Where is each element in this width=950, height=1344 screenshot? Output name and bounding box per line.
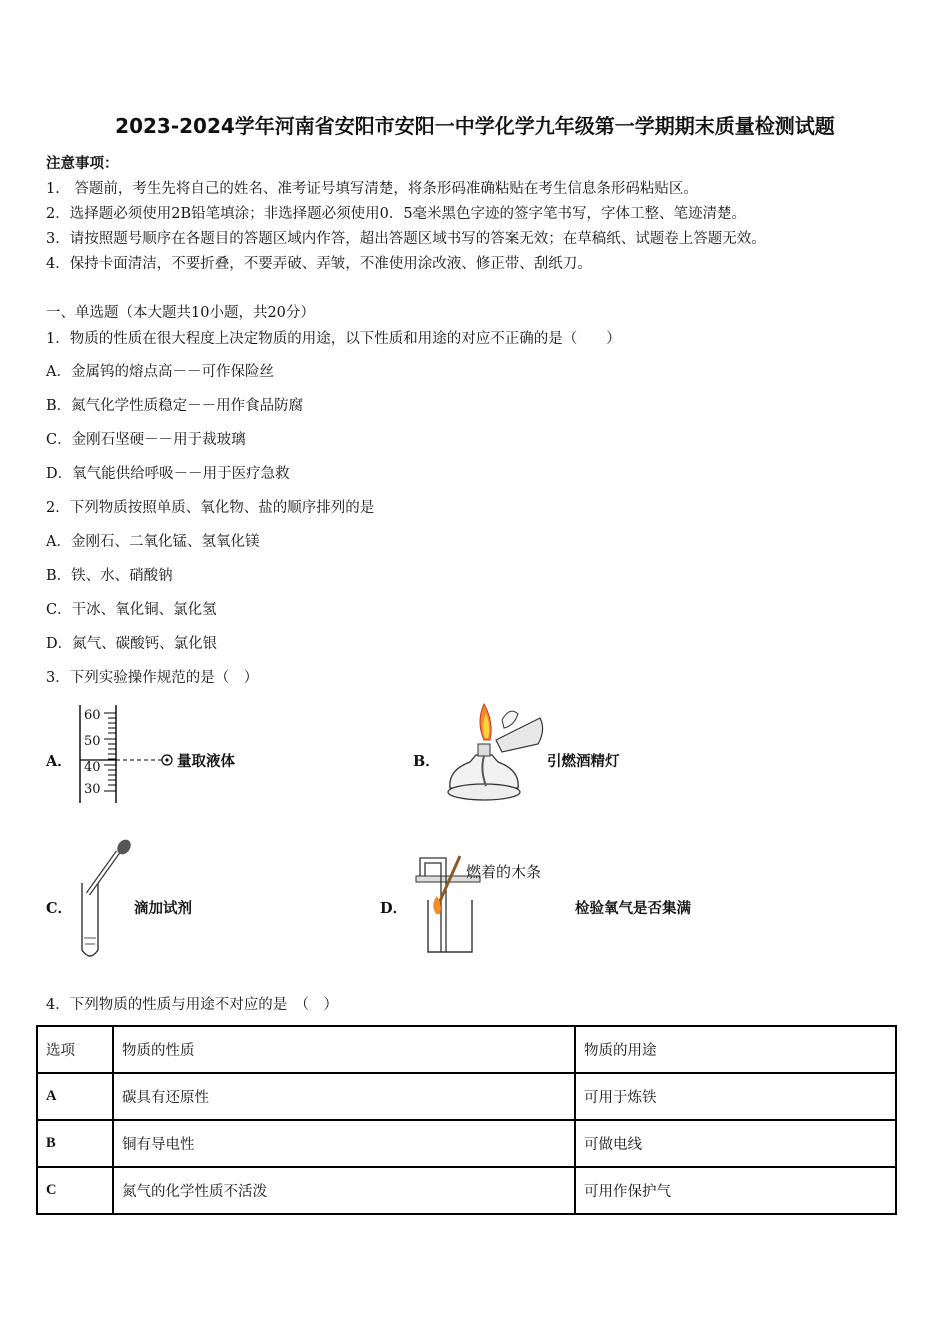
notice-item: 4．保持卡面清洁，不要折叠，不要弄破、弄皱，不准使用涂改液、修正带、刮纸刀。 <box>46 256 592 272</box>
table-cell: 可用于炼铁 <box>575 1073 896 1120</box>
notice-item: 1. 答题前，考生先将自己的姓名、准考证号填写清楚，将条形码准确粘贴在考生信息条形码粘贴区。 <box>46 181 698 197</box>
q2-stem: 2．下列物质按照单质、氧化物、盐的顺序排列的是 <box>46 500 375 516</box>
table-header-cell: 选项 <box>37 1026 113 1073</box>
page-title: 2023-2024学年河南省安阳市安阳一中学化学九年级第一学期期末质量检测试题 <box>115 114 835 138</box>
table-row <box>37 1120 896 1167</box>
q3-option-d-label: D． <box>380 900 408 917</box>
alcohol-lamp-icon <box>440 700 550 805</box>
q2-option-c: C．干冰、氧化铜、氯化氢 <box>46 602 217 618</box>
q3-option-a-label: A． <box>46 753 72 770</box>
q3-option-c-text: 滴加试剂 <box>134 900 192 917</box>
q4-table <box>36 1025 897 1215</box>
q2-option-a: A．金刚石、二氧化锰、氢氧化镁 <box>46 534 260 550</box>
table-cell: C <box>37 1167 113 1214</box>
q1-stem: 1．物质的性质在很大程度上决定物质的用途，以下性质和用途的对应不正确的是（ ） <box>46 331 621 347</box>
table-cell: A <box>37 1073 113 1120</box>
q2-option-b: B．铁、水、硝酸钠 <box>46 568 173 584</box>
section-heading: 一、单选题（本大题共10小题，共20分） <box>46 305 315 321</box>
q3-option-a-text: 量取液体 <box>177 753 235 770</box>
table-cell: 可做电线 <box>575 1120 896 1167</box>
notice-item: 2．选择题必须使用2B铅笔填涂；非选择题必须使用0．5毫米黑色字迹的签字笔书写，字体工整、笔迹清楚。 <box>46 206 747 222</box>
q3-option-c-label: C． <box>46 900 73 917</box>
q3-stem: 3．下列实验操作规范的是（ ） <box>46 670 259 686</box>
cylinder-tick-label: 40 <box>84 760 101 775</box>
q4-stem: 4．下列物质的性质与用途不对应的是 （ ） <box>46 997 338 1013</box>
table-cell: 铜有导电性 <box>113 1120 575 1167</box>
table-cell: 可用作保护气 <box>575 1167 896 1214</box>
table-row <box>37 1073 896 1120</box>
table-row <box>37 1167 896 1214</box>
q1-option-d: D．氧气能供给呼吸－－用于医疗急救 <box>46 466 290 482</box>
q3-option-b-label: B． <box>413 753 440 770</box>
q1-option-c: C．金刚石坚硬－－用于裁玻璃 <box>46 432 246 448</box>
table-header-row <box>37 1026 896 1073</box>
q3-option-d-text: 检验氧气是否集满 <box>575 900 691 917</box>
q3-option-b-text: 引燃酒精灯 <box>547 753 620 770</box>
table-header-cell: 物质的性质 <box>113 1026 575 1073</box>
notice-item: 3．请按照题号顺序在各题目的答题区域内作答，超出答题区域书写的答案无效；在草稿纸、试题卷上答题无效。 <box>46 231 766 247</box>
q2-option-d: D．氮气、碳酸钙、氯化银 <box>46 636 218 652</box>
table-header-cell: 物质的用途 <box>575 1026 896 1073</box>
table-cell: 氮气的化学性质不活泼 <box>113 1167 575 1214</box>
cylinder-tick-label: 50 <box>84 734 101 749</box>
notice-heading: 注意事项： <box>46 155 119 172</box>
q1-option-a: A．金属钨的熔点高－－可作保险丝 <box>46 364 274 380</box>
table-cell: B <box>37 1120 113 1167</box>
cylinder-tick-label: 60 <box>84 708 101 723</box>
splint-label: 燃着的木条 <box>466 863 542 881</box>
q1-option-b: B．氮气化学性质稳定－－用作食品防腐 <box>46 398 304 414</box>
cylinder-tick-label: 30 <box>84 782 101 797</box>
table-cell: 碳具有还原性 <box>113 1073 575 1120</box>
